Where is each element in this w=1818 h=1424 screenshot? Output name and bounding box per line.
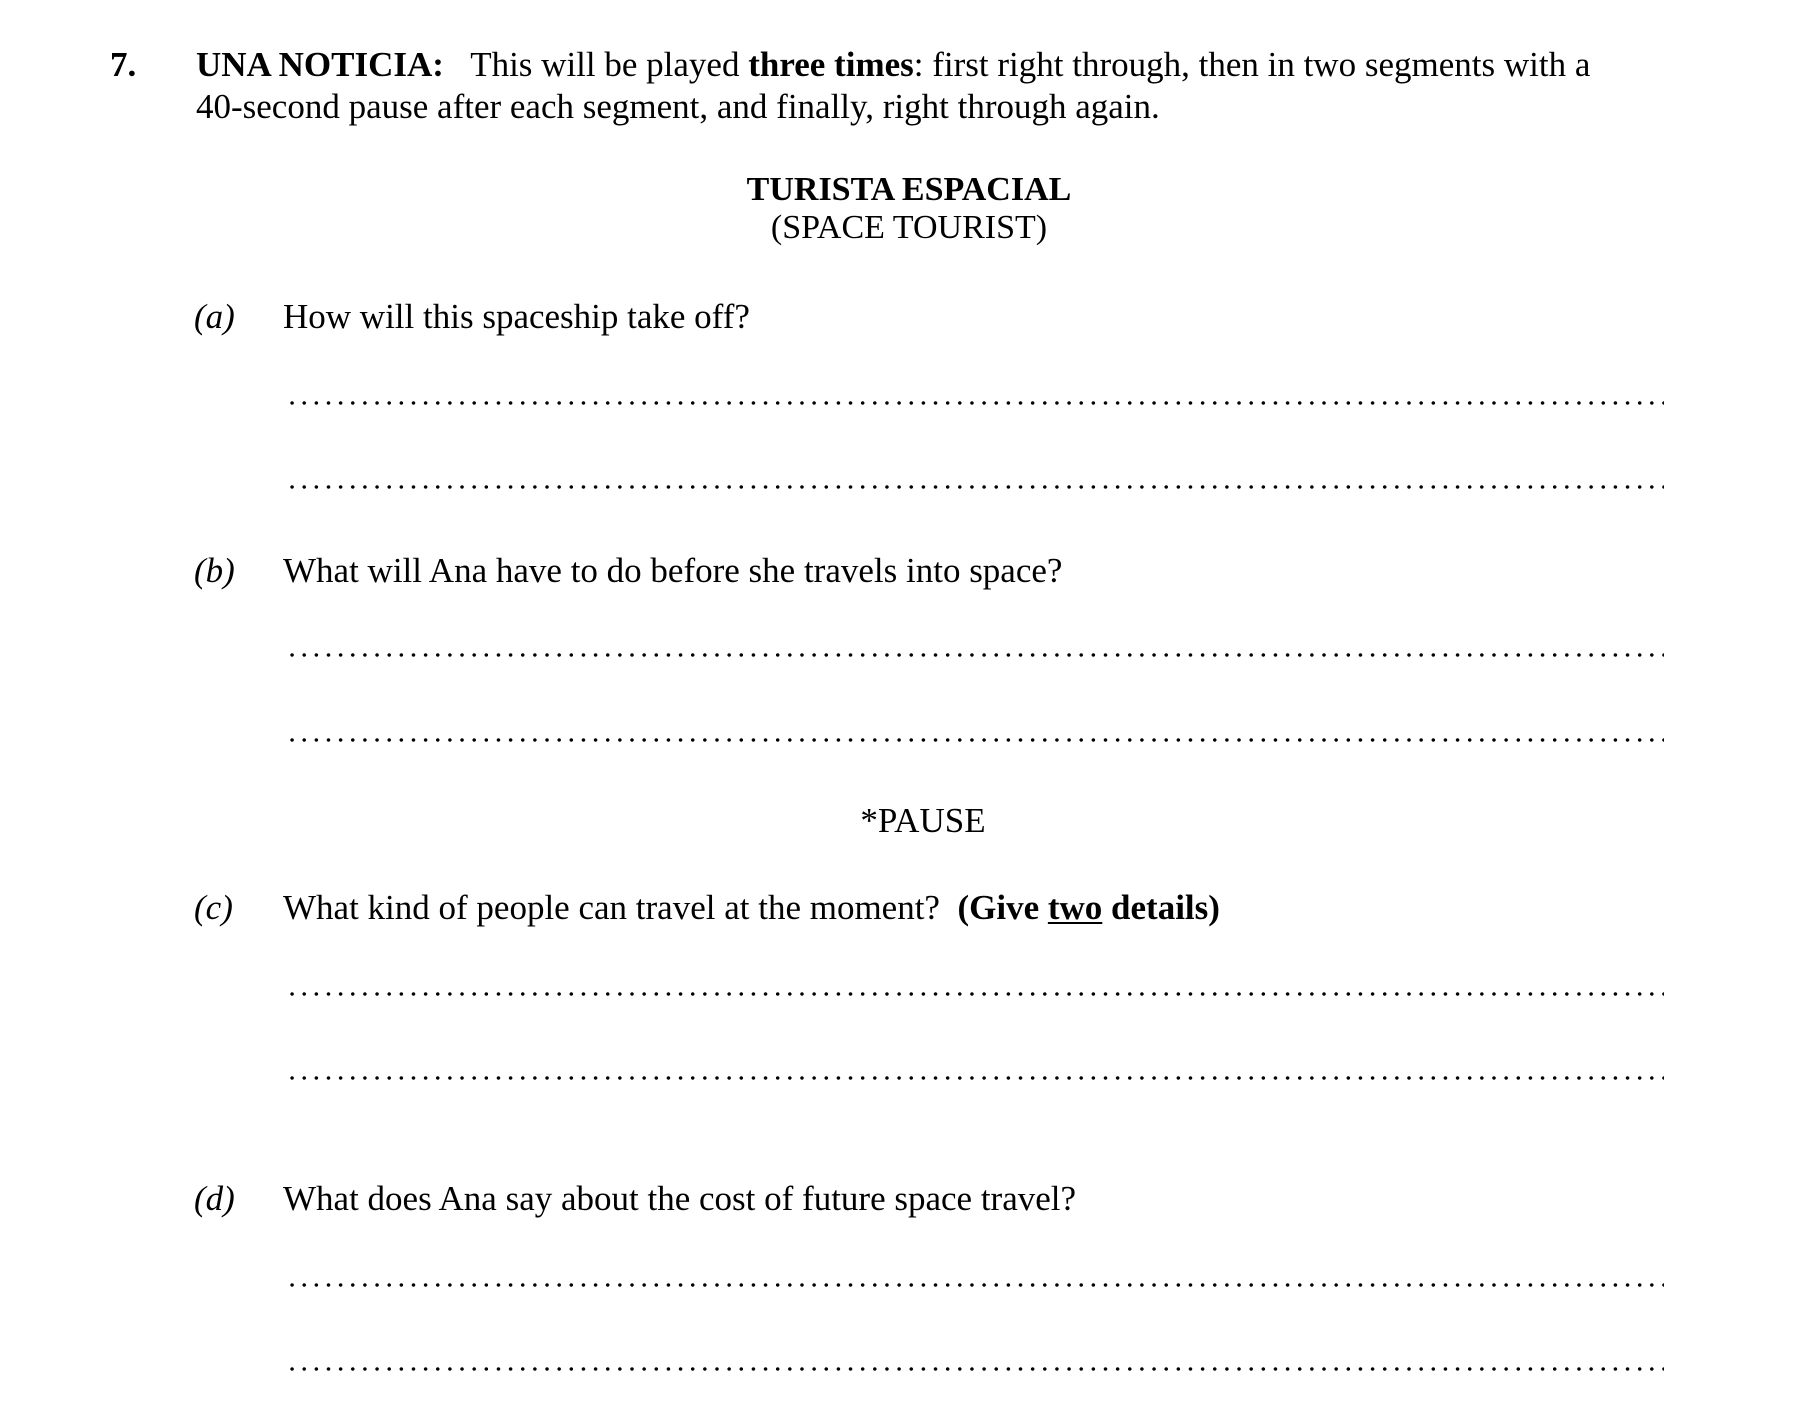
part-d-label: (d) xyxy=(194,1179,235,1218)
part-c-instruction xyxy=(957,888,1219,927)
answer-line-a-1[interactable] xyxy=(286,401,1664,405)
answer-line-c-2[interactable] xyxy=(286,1076,1664,1080)
part-c-label: (c) xyxy=(194,888,233,927)
part-a-label: (a) xyxy=(194,297,235,336)
part-c-question: What kind of people can travel at the moment? xyxy=(283,888,940,927)
question-number: 7. xyxy=(110,45,137,84)
question-title: UNA NOTICIA: xyxy=(196,45,444,84)
answer-line-d-1[interactable] xyxy=(286,1283,1664,1287)
intro-text-bold: three times xyxy=(748,45,914,84)
answer-line-a-2[interactable] xyxy=(286,485,1664,489)
instruction-close: details) xyxy=(1102,888,1220,927)
part-d-question: What does Ana say about the cost of future space travel? xyxy=(283,1179,1077,1218)
part-b-question: What will Ana have to do before she travels into space? xyxy=(283,551,1063,590)
part-c-question-line xyxy=(283,890,1220,925)
part-a-question: How will this spaceship take off? xyxy=(283,297,750,336)
instruction-emphasis: two xyxy=(1047,888,1103,927)
question-intro-line-1 xyxy=(196,47,1590,82)
part-b-label: (b) xyxy=(194,551,235,590)
answer-line-c-1[interactable] xyxy=(286,992,1664,996)
answer-line-b-2[interactable] xyxy=(286,738,1664,742)
pause-marker: *PAUSE xyxy=(860,801,986,840)
intro-text-pre: This will be played xyxy=(470,45,749,84)
intro-text-post: : first right through, then in two segments with a xyxy=(913,45,1591,84)
instruction-open: (Give xyxy=(957,888,1048,927)
question-intro-line-2: 40-second pause after each segment, and finally, right through again. xyxy=(196,87,1160,126)
answer-line-d-2[interactable] xyxy=(286,1367,1664,1371)
passage-subtitle: (SPACE TOURIST) xyxy=(770,209,1048,246)
answer-line-b-1[interactable] xyxy=(286,653,1664,657)
passage-title: TURISTA ESPACIAL xyxy=(746,171,1072,208)
